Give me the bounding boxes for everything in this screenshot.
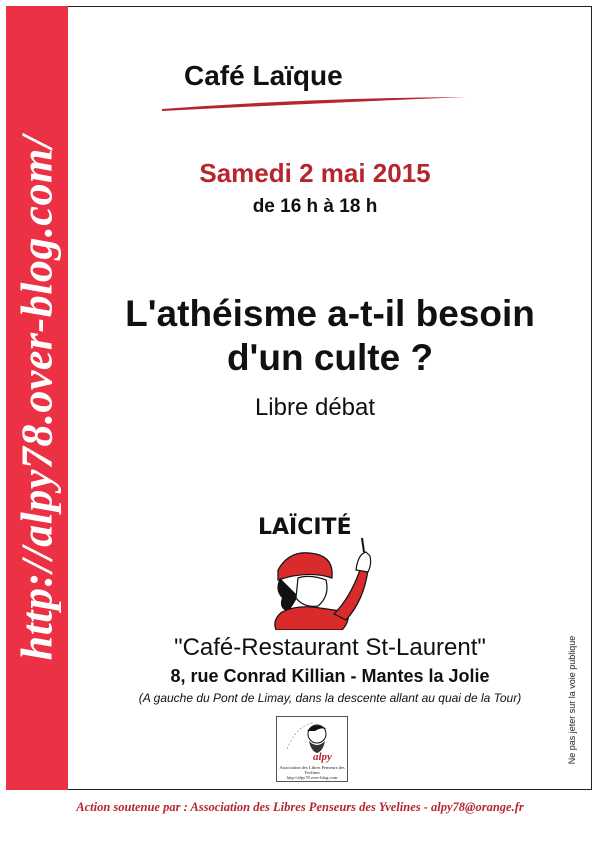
footer-credit: Action soutenue par : Association des Libres Penseurs des Yvelines - alpy78@orange.fr	[76, 800, 524, 814]
illustration-text: LAÏCITÉ	[258, 515, 352, 540]
venue-directions: (A gauche du Pont de Limay, dans la descente allant au quai de la Tour)	[138, 691, 522, 705]
logo-association-name: Association des Libres Penseurs des Yvelines	[279, 765, 345, 775]
venue-name: "Café-Restaurant St-Laurent"	[174, 634, 486, 661]
logo-name: alpy	[313, 751, 332, 763]
event-date: Samedi 2 mai 2015	[199, 158, 431, 188]
alpy-logo	[276, 716, 348, 782]
logo-association	[277, 765, 347, 780]
headline-line-1: L'athéisme a-t-il besoin	[125, 293, 535, 334]
side-note: Ne pas jeter sur la voie publique	[567, 635, 577, 765]
laicite-illustration	[238, 508, 408, 630]
event-hours: de 16 h à 18 h	[252, 196, 378, 217]
subtitle: Libre débat	[254, 394, 376, 421]
headline-line-2: d'un culte ?	[226, 337, 434, 378]
title-swoosh	[160, 92, 470, 112]
sidebar-url: http://alpy78.over-blog.com/	[12, 135, 62, 661]
headline	[68, 292, 592, 380]
logo-url: http://alpy78.over-blog.com	[286, 775, 338, 780]
venue-address: 8, rue Conrad Killian - Mantes la Jolie	[170, 666, 490, 686]
poster-title: Café Laïque	[184, 60, 343, 91]
